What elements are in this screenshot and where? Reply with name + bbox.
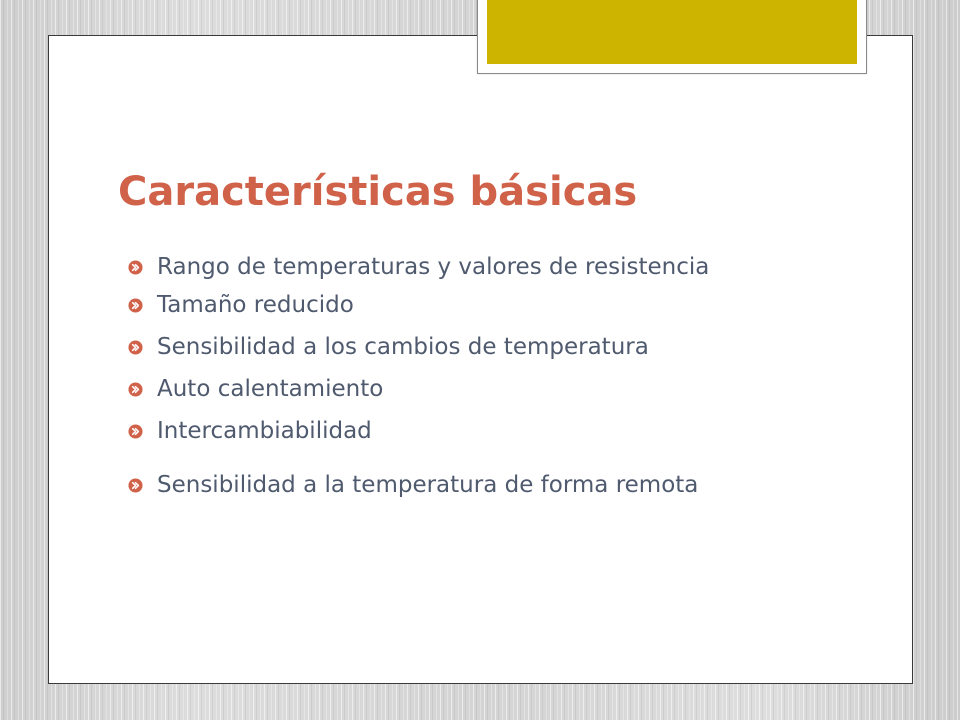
chevron-circle-icon	[128, 478, 143, 493]
bullet-text: Auto calentamiento	[157, 376, 384, 402]
bullet-text: Tamaño reducido	[157, 292, 354, 318]
list-item	[128, 290, 814, 320]
bullet-text: Sensibilidad a la temperatura de forma remota	[157, 472, 699, 498]
chevron-circle-icon	[128, 340, 143, 355]
slide-title: Características básicas	[118, 169, 638, 215]
bullet-text: Sensibilidad a los cambios de temperatura	[157, 334, 649, 360]
list-item	[128, 252, 814, 282]
list-item	[128, 470, 814, 500]
chevron-circle-icon	[128, 260, 143, 275]
list-item	[128, 416, 814, 446]
list-item	[128, 332, 814, 362]
chevron-circle-icon	[128, 382, 143, 397]
bullet-list	[128, 252, 814, 512]
accent-tab	[477, 0, 867, 74]
bullet-text: Rango de temperaturas y valores de resistencia	[157, 254, 710, 280]
chevron-circle-icon	[128, 298, 143, 313]
chevron-circle-icon	[128, 424, 143, 439]
accent-bar	[487, 0, 857, 64]
list-item	[128, 374, 814, 404]
bullet-text: Intercambiabilidad	[157, 418, 372, 444]
